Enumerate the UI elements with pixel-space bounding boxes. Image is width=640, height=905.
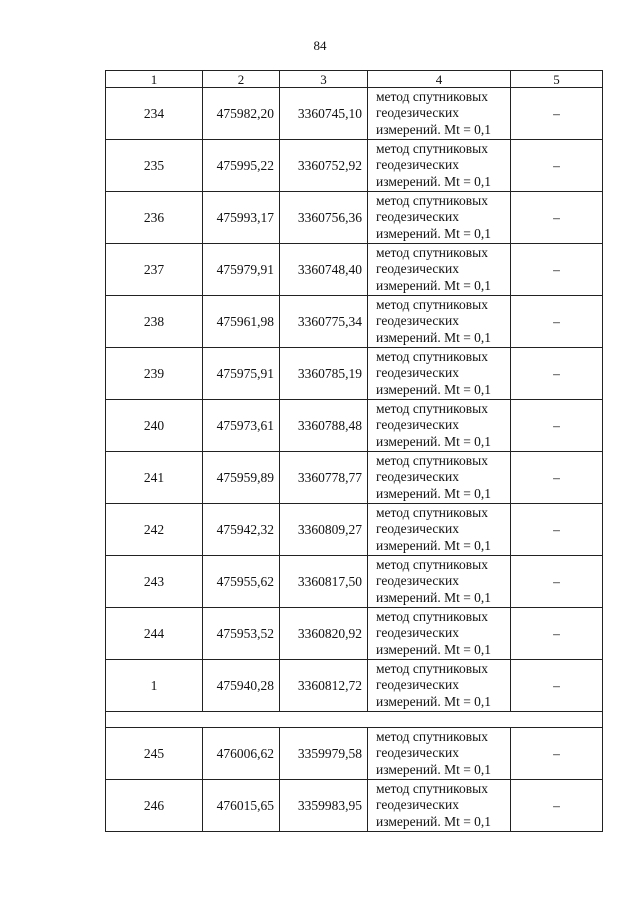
measurement-method: метод спутниковых геодезических измерений. Mt = 0,1 (368, 88, 511, 140)
coordinate-y: 3360788,48 (280, 400, 368, 452)
point-number: 237 (106, 244, 203, 296)
point-number: 234 (106, 88, 203, 140)
table-row (106, 88, 603, 140)
coordinate-y: 3360748,40 (280, 244, 368, 296)
coordinate-x: 475982,20 (203, 88, 280, 140)
coordinate-x: 476015,65 (203, 780, 280, 832)
point-number: 244 (106, 608, 203, 660)
coordinate-y: 3360817,50 (280, 556, 368, 608)
header-col-4: 4 (368, 71, 511, 88)
table-row (106, 348, 603, 400)
coordinate-y: 3360809,27 (280, 504, 368, 556)
point-number: 243 (106, 556, 203, 608)
point-number: 240 (106, 400, 203, 452)
coordinate-x: 475942,32 (203, 504, 280, 556)
table-row (106, 244, 603, 296)
measurement-method: метод спутниковых геодезических измерений. Mt = 0,1 (368, 348, 511, 400)
table-row (106, 192, 603, 244)
coordinate-x: 475940,28 (203, 660, 280, 712)
point-number: 242 (106, 504, 203, 556)
measurement-method: метод спутниковых геодезических измерений. Mt = 0,1 (368, 660, 511, 712)
separator-cell (106, 712, 603, 728)
coordinate-x: 475979,91 (203, 244, 280, 296)
note-cell: – (511, 504, 603, 556)
header-col-2: 2 (203, 71, 280, 88)
point-number: 235 (106, 140, 203, 192)
table-row (106, 504, 603, 556)
header-col-1: 1 (106, 71, 203, 88)
note-cell: – (511, 244, 603, 296)
note-cell: – (511, 140, 603, 192)
measurement-method: метод спутниковых геодезических измерений. Mt = 0,1 (368, 504, 511, 556)
point-number: 245 (106, 728, 203, 780)
note-cell: – (511, 400, 603, 452)
table-row (106, 728, 603, 780)
coordinate-y: 3360745,10 (280, 88, 368, 140)
measurement-method: метод спутниковых геодезических измерений. Mt = 0,1 (368, 780, 511, 832)
coordinate-y: 3360820,92 (280, 608, 368, 660)
note-cell: – (511, 728, 603, 780)
table-row (106, 660, 603, 712)
note-cell: – (511, 608, 603, 660)
table-row (106, 140, 603, 192)
point-number: 239 (106, 348, 203, 400)
measurement-method: метод спутниковых геодезических измерений. Mt = 0,1 (368, 400, 511, 452)
coordinate-y: 3360812,72 (280, 660, 368, 712)
coordinates-table (105, 70, 603, 832)
table-row (106, 452, 603, 504)
measurement-method: метод спутниковых геодезических измерений. Mt = 0,1 (368, 140, 511, 192)
coordinate-x: 475953,52 (203, 608, 280, 660)
coordinate-y: 3360778,77 (280, 452, 368, 504)
coordinate-x: 475973,61 (203, 400, 280, 452)
point-number: 241 (106, 452, 203, 504)
header-col-5: 5 (511, 71, 603, 88)
coordinate-x: 475961,98 (203, 296, 280, 348)
measurement-method: метод спутниковых геодезических измерений. Mt = 0,1 (368, 192, 511, 244)
coordinate-y: 3359979,58 (280, 728, 368, 780)
coordinate-y: 3360785,19 (280, 348, 368, 400)
measurement-method: метод спутниковых геодезических измерений. Mt = 0,1 (368, 728, 511, 780)
coordinate-x: 475975,91 (203, 348, 280, 400)
point-number: 1 (106, 660, 203, 712)
table-row (106, 400, 603, 452)
point-number: 246 (106, 780, 203, 832)
table-row (106, 296, 603, 348)
coordinate-x: 476006,62 (203, 728, 280, 780)
measurement-method: метод спутниковых геодезических измерений. Mt = 0,1 (368, 244, 511, 296)
coordinate-x: 475959,89 (203, 452, 280, 504)
note-cell: – (511, 348, 603, 400)
coordinate-x: 475995,22 (203, 140, 280, 192)
table-row (106, 780, 603, 832)
table-body (106, 88, 603, 832)
header-col-3: 3 (280, 71, 368, 88)
note-cell: – (511, 452, 603, 504)
contour-separator-row (106, 712, 603, 728)
note-cell: – (511, 88, 603, 140)
point-number: 236 (106, 192, 203, 244)
page-number: 84 (313, 38, 327, 53)
note-cell: – (511, 660, 603, 712)
coordinate-y: 3360752,92 (280, 140, 368, 192)
coordinate-x: 475993,17 (203, 192, 280, 244)
header-row (106, 71, 603, 88)
coordinate-y: 3359983,95 (280, 780, 368, 832)
measurement-method: метод спутниковых геодезических измерений. Mt = 0,1 (368, 556, 511, 608)
note-cell: – (511, 192, 603, 244)
note-cell: – (511, 780, 603, 832)
note-cell: – (511, 556, 603, 608)
measurement-method: метод спутниковых геодезических измерений. Mt = 0,1 (368, 452, 511, 504)
coordinate-y: 3360775,34 (280, 296, 368, 348)
table-row (106, 556, 603, 608)
coordinate-x: 475955,62 (203, 556, 280, 608)
table-row (106, 608, 603, 660)
measurement-method: метод спутниковых геодезических измерений. Mt = 0,1 (368, 608, 511, 660)
coordinate-y: 3360756,36 (280, 192, 368, 244)
note-cell: – (511, 296, 603, 348)
measurement-method: метод спутниковых геодезических измерений. Mt = 0,1 (368, 296, 511, 348)
point-number: 238 (106, 296, 203, 348)
